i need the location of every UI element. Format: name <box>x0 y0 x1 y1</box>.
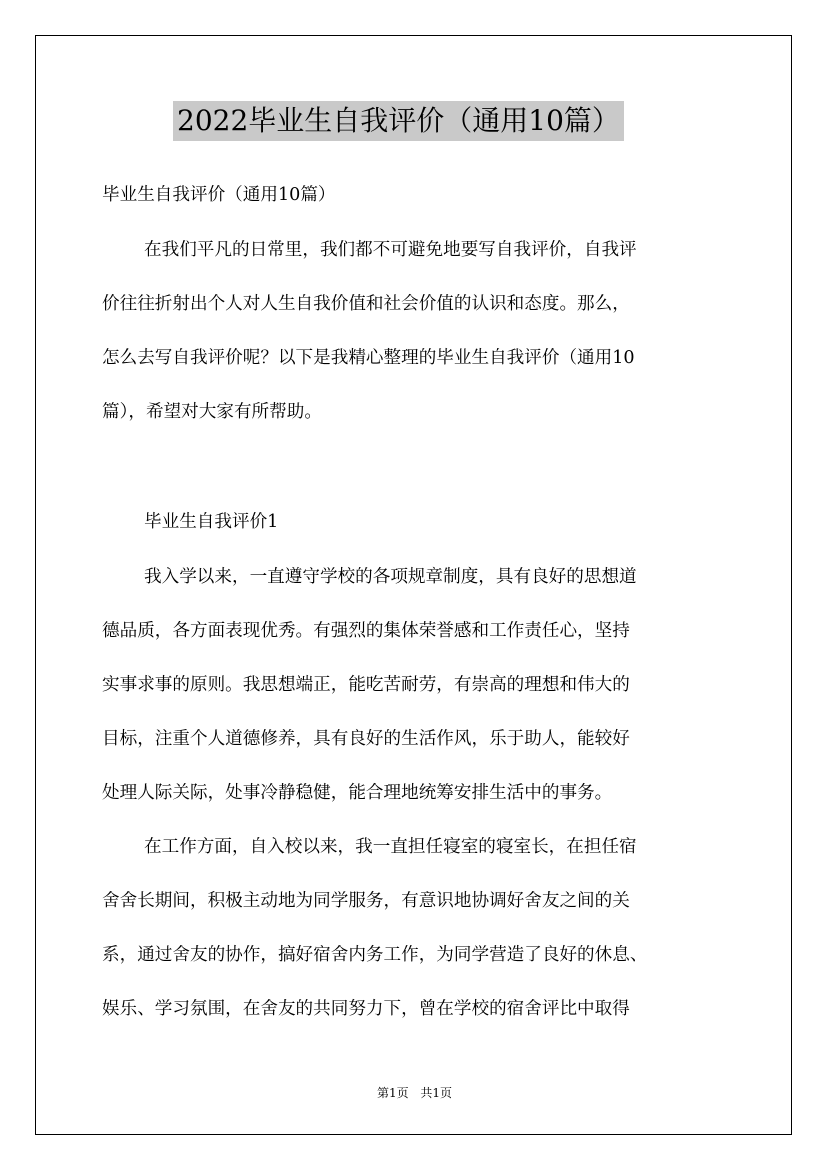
paragraph-line: 在工作方面，自入校以来，我一直担任寝室的寝室长，在担任宿 <box>144 837 637 857</box>
document-title: 2022毕业生自我评价（通用10篇） <box>173 101 624 141</box>
paragraph-line: 德品质，各方面表现优秀。有强烈的集体荣誉感和工作责任心，坚持 <box>102 621 630 641</box>
intro-line: 篇），希望对大家有所帮助。 <box>102 402 322 422</box>
document-page <box>35 35 792 1135</box>
intro-line: 价往往折射出个人对人生自我价值和社会价值的认识和态度。那么， <box>102 294 630 314</box>
paragraph-line: 实事求事的原则。我思想端正，能吃苦耐劳，有崇高的理想和伟大的 <box>102 675 630 695</box>
paragraph-line: 系，通过舍友的协作，搞好宿舍内务工作，为同学营造了良好的休息、 <box>102 945 648 965</box>
paragraph-line: 舍舍长期间，积极主动地为同学服务，有意识地协调好舍友之间的关 <box>102 891 630 911</box>
page-total: 共1页 <box>420 1086 453 1100</box>
intro-line: 在我们平凡的日常里，我们都不可避免地要写自我评价，自我评 <box>144 240 637 260</box>
paragraph-line: 我入学以来，一直遵守学校的各项规章制度，具有良好的思想道 <box>144 567 637 587</box>
section-heading: 毕业生自我评价1 <box>144 512 279 532</box>
intro-line: 怎么去写自我评价呢？以下是我精心整理的毕业生自我评价（通用10 <box>102 348 635 368</box>
paragraph-line: 处理人际关际，处事冷静稳健，能合理地统筹安排生活中的事务。 <box>102 783 613 803</box>
page-footer <box>36 1084 793 1101</box>
document-subtitle: 毕业生自我评价（通用10篇） <box>102 185 336 205</box>
paragraph-line: 目标，注重个人道德修养，具有良好的生活作风，乐于助人，能较好 <box>102 729 630 749</box>
paragraph-line: 娱乐、学习氛围，在舍友的共同努力下，曾在学校的宿舍评比中取得 <box>102 999 630 1019</box>
page-number: 第1页 <box>376 1086 409 1100</box>
